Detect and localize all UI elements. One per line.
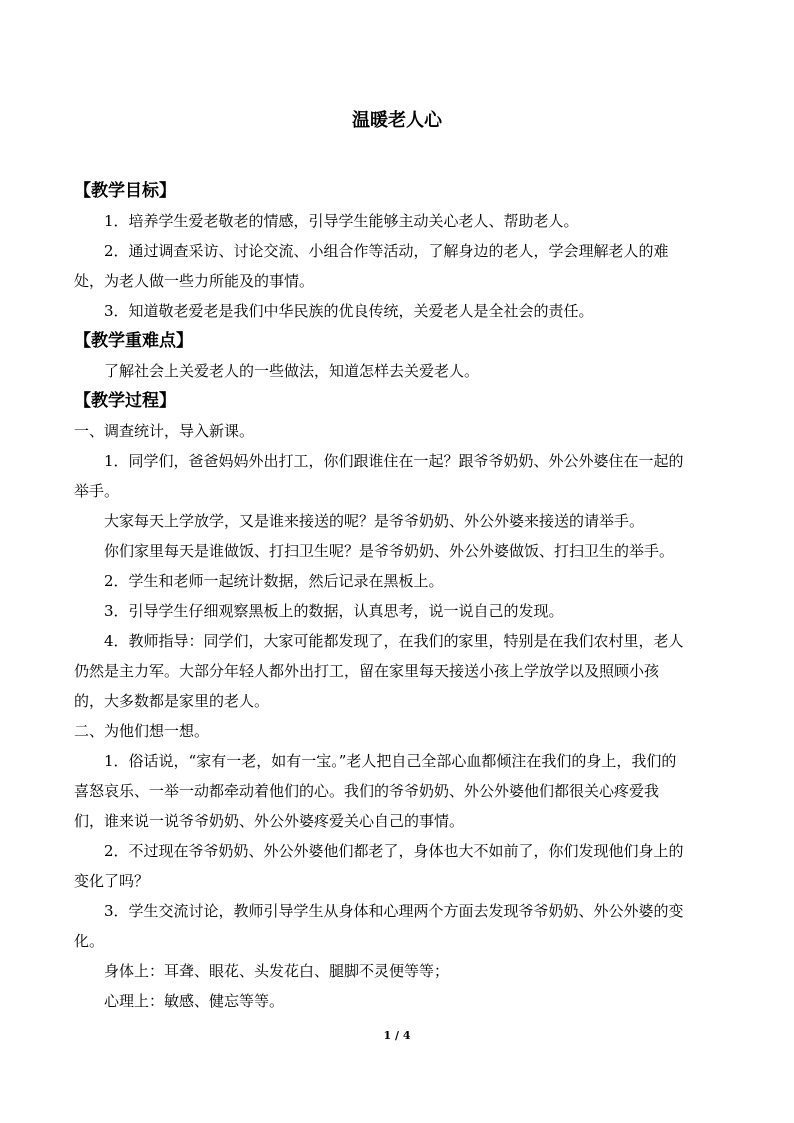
paragraph-line: 1．培养学生爱老敬老的情感，引导学生能够主动关心老人、帮助老人。 [104, 212, 579, 230]
section-heading-key-points: 【教学重难点】 [74, 331, 193, 351]
paragraph-line: 了解社会上关爱老人的一些做法，知道怎样去关爱老人。 [104, 362, 480, 380]
page-number: 1 / 4 [383, 1029, 411, 1042]
paragraph-line: 心理上：敏感、健忘等等。 [104, 992, 285, 1010]
paragraph-line: 3．引导学生仔细观察黑板上的数据，认真思考，说一说自己的发现。 [104, 602, 564, 620]
paragraph-line: 化。 [74, 932, 105, 950]
document-body [74, 176, 724, 1016]
paragraph-line: 1．同学们，爸爸妈妈外出打工，你们跟谁住在一起？跟爷爷奶奶、外公外婆住在一起的 [104, 452, 684, 470]
paragraph-line: 举手。 [74, 482, 120, 500]
paragraph-line: 们，谁来说一说爷爷奶奶、外公外婆疼爱关心自己的事情。 [74, 812, 465, 830]
paragraph-line: 3．学生交流讨论，教师引导学生从身体和心理两个方面去发现爷爷奶奶、外公外婆的变 [104, 902, 684, 920]
section-heading-process: 【教学过程】 [74, 391, 176, 411]
paragraph-line: 喜怒哀乐、一举一动都牵动着他们的心。我们的爷爷奶奶、外公外婆他们都很关心疼爱我 [74, 782, 660, 800]
document-title: 温暖老人心 [352, 110, 442, 131]
paragraph-line: 4．教师指导：同学们，大家可能都发现了，在我们的家里，特别是在我们农村里，老人 [104, 632, 684, 650]
paragraph-line: 2．通过调查采访、讨论交流、小组合作等活动，了解身边的老人，学会理解老人的难 [104, 242, 669, 260]
paragraph-line: 的，大多数都是家里的老人。 [74, 692, 270, 710]
paragraph-line: 2．学生和老师一起统计数据，然后记录在黑板上。 [104, 572, 444, 590]
paragraph-line: 身体上：耳聋、眼花、头发花白、腿脚不灵便等等； [104, 962, 450, 980]
paragraph-line: 1．俗话说，“家有一老，如有一宝。”老人把自己全部心血都倾注在我们的身上，我们的 [104, 752, 677, 770]
paragraph-line: 仍然是主力军。大部分年轻人都外出打工，留在家里每天接送小孩上学放学以及照顾小孩 [74, 662, 660, 680]
paragraph-line: 大家每天上学放学，又是谁来接送的呢？是爷爷奶奶、外公外婆来接送的请举手。 [104, 512, 645, 530]
subsection-title: 二、为他们想一想。 [74, 722, 210, 740]
subsection-title: 一、调查统计，导入新课。 [74, 422, 255, 440]
paragraph-line: 变化了吗？ [74, 872, 150, 890]
paragraph-line: 你们家里每天是谁做饭、打扫卫生呢？是爷爷奶奶、外公外婆做饭、打扫卫生的举手。 [104, 542, 675, 560]
paragraph-line: 处，为老人做一些力所能及的事情。 [74, 272, 315, 290]
section-heading-goals: 【教学目标】 [74, 181, 176, 201]
paragraph-line: 3．知道敬老爱老是我们中华民族的优良传统，关爱老人是全社会的责任。 [104, 302, 594, 320]
paragraph-line: 2．不过现在爷爷奶奶、外公外婆他们都老了，身体也大不如前了，你们发现他们身上的 [104, 842, 684, 860]
